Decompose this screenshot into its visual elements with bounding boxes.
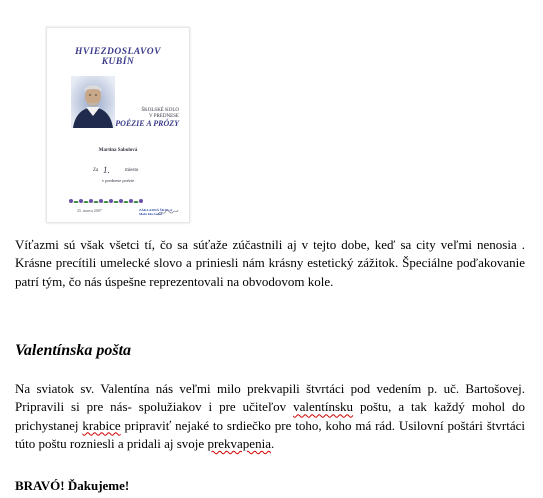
closing-thanks: BRAVÓ! Ďakujeme! [15,478,130,493]
paragraph-valentine-text-3: pripraviť nejaké to srdiečko pre toho, koho má rád. Usilovní poštári štvrtáci túto poštu rozniesli a pridali aj svoje [15,417,525,451]
diploma-category: v prednese poézie [101,178,135,183]
section-heading-valentine-post: Valentínska pošta [15,342,132,359]
diploma-recipient-name: Martina Sabolová [98,148,138,153]
paragraph-winners: Víťazmi sú však všetci tí, čo sa súťaže zúčastnili aj v tejto dobe, keď sa city veľmi nenosia . Krásne precítili umelecké slovo a priniesli nám krásny estetický zážitok. Špeciálne poďakovanie patrí tým, čo nás úspešne reprezentovali na obvodovom kole. [15,237,525,289]
paragraph-valentine [15,380,525,453]
place-value: 1. [103,165,110,175]
diploma-title-line2: KUBÍN [101,57,135,67]
flower-border-decoration [67,197,147,205]
competition-line2: V PREDNESE [148,114,179,119]
spelling-marked-word: prekvapenia [207,435,271,451]
competition-line1: ŠKOLSKÉ KOLO [141,108,179,113]
spelling-marked-word: valentínsku [293,399,354,415]
signature-mark [157,206,179,218]
paragraph-valentine-text-1: Na sviatok sv. Valentína nás veľmi milo prekvapili štvrtáci pod vedením p. uč. Bartošovej. Pripravili si pre nás- spolužiakov i pre učiteľov [15,381,525,415]
paragraph-valentine-text-4: . [270,435,275,451]
diploma-school-line2: Malá Ida-Sokoľ [139,212,163,216]
spelling-marked-word: krabice [82,417,121,433]
place-word: miesto [125,168,139,173]
competition-line3: POÉZIE A PRÓZY [115,119,179,128]
place-label: Za [93,168,99,173]
diploma-date: 25. marca 2007 [77,208,102,213]
paragraph-valentine-text-2: poštu, a tak každý mohol do prichystanej [15,399,525,433]
diploma-image [46,27,190,223]
diploma-title-line1: HVIEZDOSLAVOV [74,47,162,57]
portrait-image [71,76,115,128]
diploma-school-line1: ZÁKLADNÁ ŠKOLA [139,208,173,212]
